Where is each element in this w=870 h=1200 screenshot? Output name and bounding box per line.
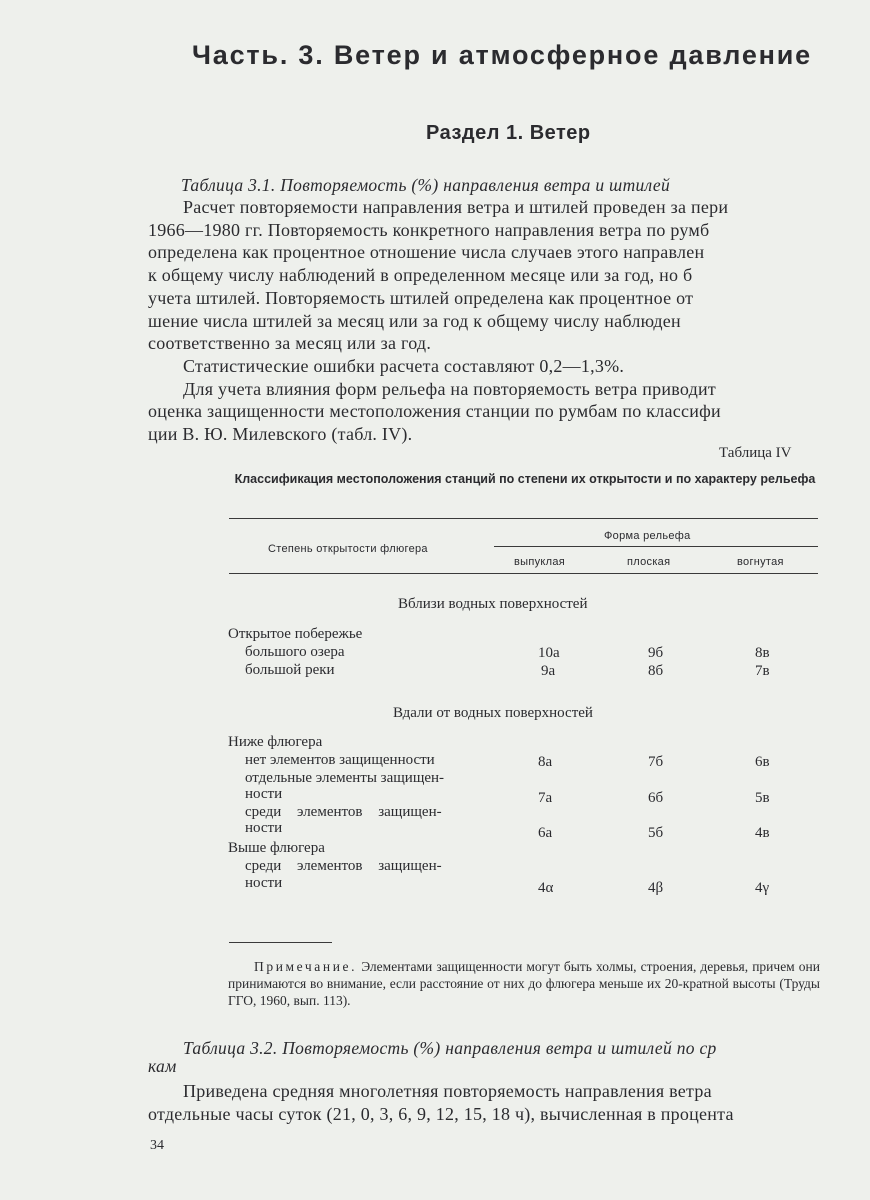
table-top-rule	[229, 518, 818, 519]
table-row-label: среди элементов защищен-	[245, 858, 442, 874]
table-row-label: нет элементов защищенности	[245, 752, 435, 768]
table-header-rule	[229, 573, 818, 574]
table-row-label: большого озера	[245, 644, 345, 660]
table-row-label: Выше флюгера	[228, 840, 325, 856]
paragraph-1-line: учета штилей. Повторяемость штилей определена как процентное от	[148, 287, 694, 308]
table-cell: 10а	[538, 645, 560, 661]
table-col-header: плоская	[627, 556, 671, 568]
paragraph-1-line: Расчет повторяемости направления ветра и штилей проведен за пери	[183, 197, 729, 217]
table-cell: 8в	[755, 645, 770, 661]
table-iv-label: Таблица IV	[719, 445, 792, 461]
paragraph-1-line: соответственно за месяц или за год.	[148, 333, 432, 354]
table-iv-title: Классификация местоположения станций по степени их открытости и по характеру рельефа	[234, 472, 816, 486]
section-title: Раздел 1. Ветер	[426, 122, 591, 144]
table-row-label: большой реки	[245, 662, 335, 678]
table-row-label: Ниже флюгера	[228, 734, 323, 750]
table-cell: 5б	[648, 825, 664, 841]
table-3-2-heading: Таблица 3.2. Повторяемость (%) направления ветра и штилей по ср	[183, 1038, 717, 1058]
paragraph-3-line: оценка защищенности местоположения станции по румбам по классифи	[148, 401, 721, 422]
table-row-label: отдельные элементы защищен-	[245, 770, 445, 786]
table-cell: 7б	[648, 754, 664, 770]
table-cell: 9а	[541, 663, 556, 679]
table-cell: 7в	[755, 663, 770, 679]
note-label: Примечание.	[254, 959, 358, 974]
table-cell: 6в	[755, 754, 770, 770]
table-header-group: Форма рельефа	[604, 530, 691, 542]
table-group-rule	[494, 546, 818, 547]
table-cell: 6б	[648, 790, 664, 806]
paragraph-2: Статистические ошибки расчета составляют 0,2—1,3%.	[183, 355, 625, 376]
table-row-label: Открытое побережье	[228, 626, 363, 642]
paragraph-3-line: ции В. Ю. Милевского (табл. IV).	[148, 424, 413, 444]
paragraph-1-line: к общему числу наблюдений в определенном месяце или за год, но б	[148, 265, 693, 286]
table-row-label: ности	[245, 820, 283, 836]
table-cell: 9б	[648, 645, 664, 661]
table-3-2-heading-cont: кам	[148, 1056, 177, 1076]
table-cell: 8б	[648, 663, 664, 679]
page-number: 34	[150, 1138, 164, 1153]
table-cell: 6а	[538, 825, 553, 841]
table-cell: 5в	[755, 790, 770, 806]
table-cell: 7а	[538, 790, 553, 806]
table-cell: 4β	[648, 880, 664, 896]
paragraph-1-line: 1966—1980 гг. Повторяемость конкретного направления ветра по румб	[148, 219, 710, 240]
footnote-rule	[229, 942, 332, 943]
table-row-label: ности	[245, 786, 283, 802]
part-title: Часть. 3. Ветер и атмосферное давление	[192, 40, 812, 70]
table-cell: 8а	[538, 754, 553, 770]
paragraph-4-line: отдельные часы суток (21, 0, 3, 6, 9, 12, 15, 18 ч), вычисленная в процента	[148, 1104, 734, 1124]
table-row-label: ности	[245, 875, 283, 891]
paragraph-1-line: определена как процентное отношение числа случаев этого направлен	[148, 242, 705, 263]
paragraph-1-line: шение числа штилей за месяц или за год к общему числу наблюден	[148, 310, 681, 331]
paragraph-3-line: Для учета влияния форм рельефа на повторяемость ветра приводит	[183, 378, 717, 399]
paragraph-4-line: Приведена средняя многолетняя повторяемость направления ветра	[183, 1081, 712, 1101]
table-col-header: вогнутая	[737, 556, 784, 568]
note-text: Элементами защищенности могут быть холмы, строения, деревья, причем они принимаются во внимание, если расстояние от них до флюгера меньше их 20-кратной высоты (Труды ГГО, 1960, вып. 113).	[228, 959, 820, 1008]
table-col-header: выпуклая	[514, 556, 566, 568]
table-3-1-heading: Таблица 3.1. Повторяемость (%) направления ветра и штилей	[181, 175, 671, 195]
table-header-stub: Степень открытости флюгера	[268, 543, 428, 555]
table-cell: 4α	[538, 880, 554, 896]
table-cell: 4γ	[755, 880, 770, 896]
table-row-label: среди элементов защищен-	[245, 804, 442, 820]
table-section-heading: Вдали от водных поверхностей	[393, 705, 593, 721]
table-cell: 4в	[755, 825, 770, 841]
table-note	[228, 958, 820, 1009]
table-section-heading: Вблизи водных поверхностей	[398, 596, 588, 612]
